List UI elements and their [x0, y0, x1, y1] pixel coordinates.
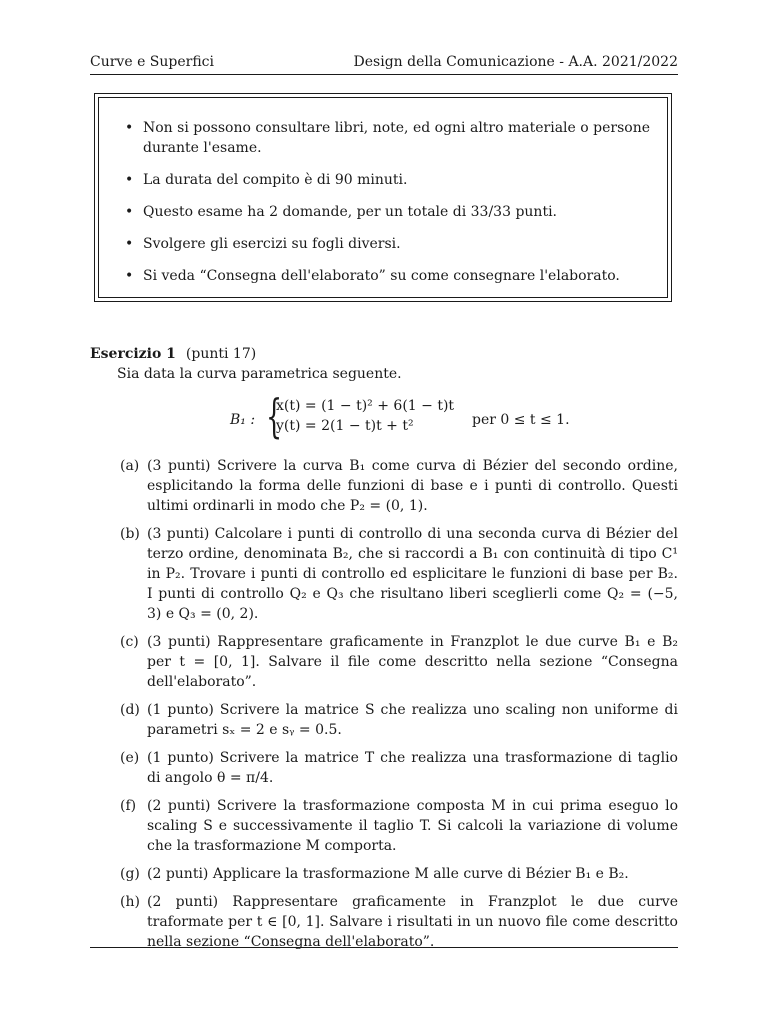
page-header: [90, 52, 678, 72]
instruction-item: • Si veda “Consegna dell'elaborato” su come consegnare l'elaborato.: [125, 266, 659, 286]
task-letter: (b): [120, 526, 140, 542]
task-item: [90, 864, 678, 884]
task-item: [90, 524, 678, 624]
formula-brace: {: [266, 389, 283, 443]
formula-condition: per 0 ≤ t ≤ 1.: [472, 412, 570, 428]
task-item: [90, 632, 678, 692]
formula-eq-y: y(t) = 2(1 − t)t + t²: [276, 418, 414, 434]
exercise-heading: [90, 344, 678, 364]
instruction-item: • Questo esame ha 2 domande, per un totale di 33/33 punti.: [125, 202, 659, 222]
task-item: [90, 456, 678, 516]
formula-eq-x: x(t) = (1 − t)² + 6(1 − t)t: [276, 398, 455, 414]
parametric-formula: [90, 389, 678, 448]
task-letter: (e): [120, 750, 140, 766]
formula-system: [276, 396, 454, 436]
instructions-box-inner: [98, 97, 668, 298]
instructions-list: [125, 118, 659, 286]
formula-lhs: B₁ :: [230, 412, 256, 428]
exercise-intro: Sia data la curva parametrica seguente.: [117, 366, 402, 382]
task-letter: (d): [120, 702, 140, 718]
task-letter: (h): [120, 894, 140, 910]
task-text: (3 punti) Scrivere la curva B₁ come curva di Bézier del secondo ordine, esplicitando la forma delle funzioni di base e i punti di controllo. Questi ultimi ordinarli in modo che P₂ = (0, 1).: [147, 458, 678, 514]
task-item: [90, 700, 678, 740]
task-item: [90, 796, 678, 856]
footer-divider: [90, 947, 678, 948]
task-text: (1 punto) Scrivere la matrice T che realizza una trasformazione di taglio di angolo θ = π/4.: [147, 750, 678, 786]
instruction-item: • Svolgere gli esercizi su fogli diversi.: [125, 234, 659, 254]
task-letter: (g): [120, 866, 140, 882]
instructions-box: [94, 93, 672, 302]
course-title: Curve e Superfici: [90, 54, 215, 70]
exercise-title: Esercizio 1: [90, 346, 176, 362]
task-item: [90, 748, 678, 788]
task-text: (1 punto) Scrivere la matrice S che realizza uno scaling non uniforme di parametri sₓ = 2 e sᵧ = 0.5.: [147, 702, 678, 738]
instruction-item: • Non si possono consultare libri, note, ed ogni altro materiale o persone durante l'esame.: [125, 118, 659, 158]
task-letter: (c): [120, 634, 139, 650]
task-text: (3 punti) Calcolare i punti di controllo di una seconda curva di Bézier del terzo ordine, denominata B₂, che si raccordi a B₁ con continuità di tipo C¹ in P₂. Trovare i punti di controllo ed esplicitare le funzioni di base per B₂. I punti di controllo Q₂ e Q₃ che risultano liberi sceglierli come Q₂ = (−5, 3) e Q₃ = (0, 2).: [147, 526, 678, 622]
exercise-points: (punti 17): [185, 346, 257, 362]
task-text: (2 punti) Applicare la trasformazione M alle curve di Bézier B₁ e B₂.: [147, 866, 629, 882]
instruction-item: • La durata del compito è di 90 minuti.: [125, 170, 659, 190]
task-letter: (f): [120, 798, 137, 814]
task-list: [90, 456, 678, 952]
exercise-section: [90, 344, 678, 960]
task-text: (2 punti) Scrivere la trasformazione composta M in cui prima eseguo lo scaling S e successivamente il taglio T. Si calcoli la variazione di volume che la trasformazione M comporta.: [147, 798, 678, 854]
task-letter: (a): [120, 458, 140, 474]
header-divider: [90, 74, 678, 75]
course-year: Design della Comunicazione - A.A. 2021/2022: [353, 54, 678, 70]
task-item: [90, 892, 678, 952]
task-text: (2 punti) Rappresentare graficamente in Franzplot le due curve traformate per t ∈ [0, 1]. Salvare i risultati in un nuovo file come descritto nella sezione “Consegna dell'elaborato”.: [147, 894, 678, 950]
task-text: (3 punti) Rappresentare graficamente in Franzplot le due curve B₁ e B₂ per t = [0, 1]. Salvare il file come descritto nella sezione “Consegna dell'elaborato”.: [147, 634, 678, 690]
